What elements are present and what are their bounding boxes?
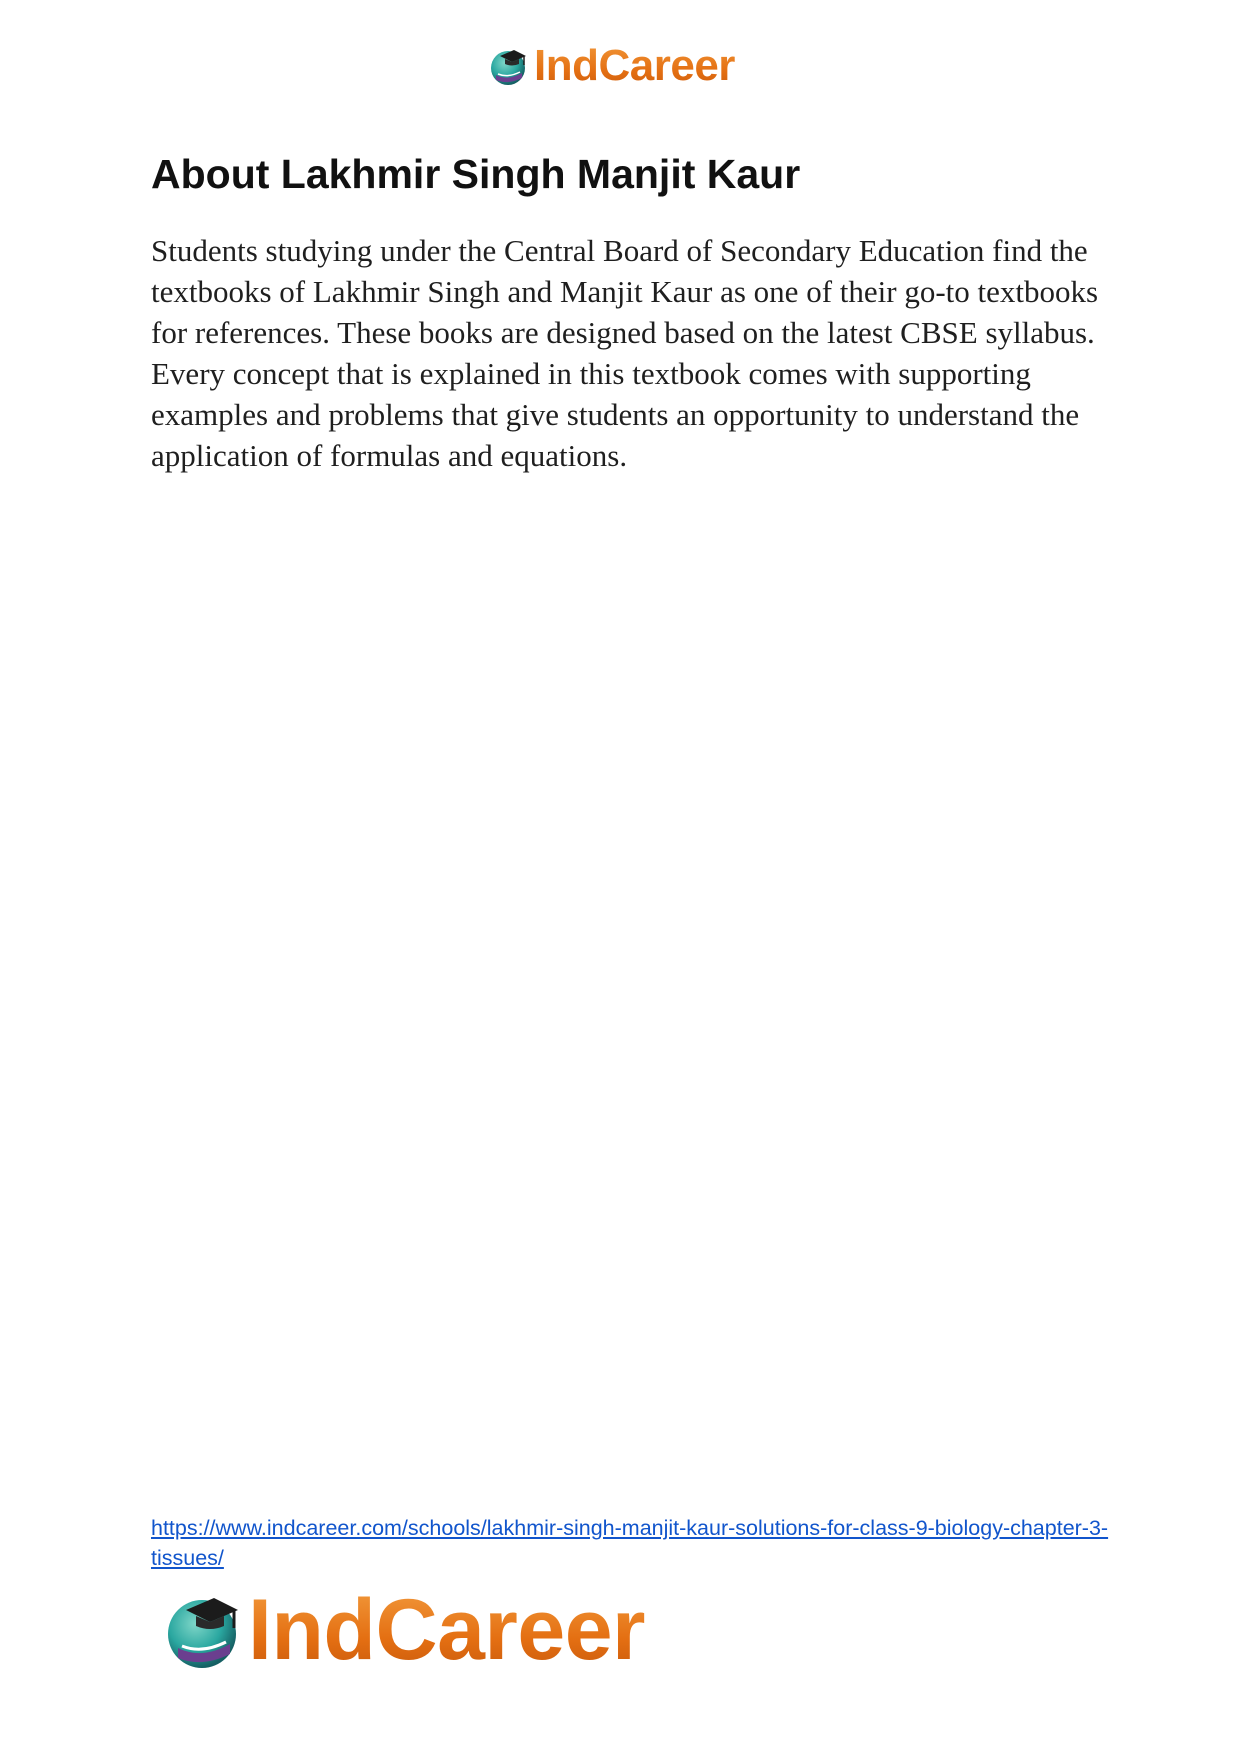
body-paragraph: Students studying under the Central Board of Secondary Education find the textbooks of Lakhmir Singh and Manjit Kaur as one of their go-to textbooks for references. These books are designed based on the latest CBSE syllabus. Every concept that is explained in this textbook comes with supporting examples and problems that give students an opportunity to understand the application of formulas and equations. [151, 233, 1099, 473]
page-title: About Lakhmir Singh Manjit Kaur [151, 151, 801, 197]
header-logo [488, 40, 735, 92]
footer-logo [162, 1582, 645, 1678]
graduation-globe-icon [488, 45, 530, 87]
graduation-globe-icon [162, 1588, 246, 1672]
footer-logo-text: IndCareer [248, 1582, 645, 1678]
header-logo-text: IndCareer [534, 41, 735, 90]
source-link[interactable]: https://www.indcareer.com/schools/lakhmir-singh-manjit-kaur-solutions-for-class-9-biology-chapter-3-tissues/ [151, 1516, 1109, 1570]
